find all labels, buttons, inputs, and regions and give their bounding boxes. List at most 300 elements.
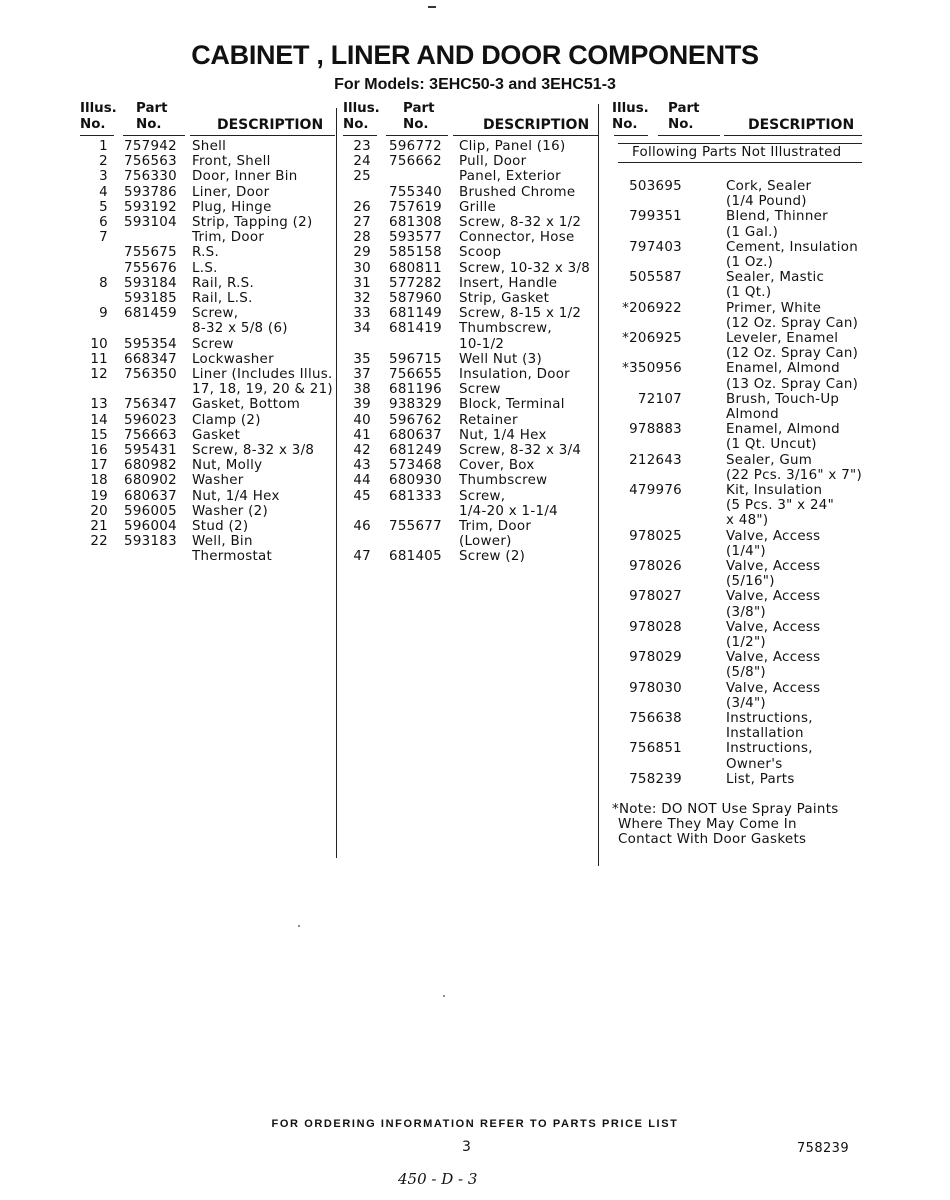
table-row xyxy=(343,428,598,443)
header-rule xyxy=(724,135,862,136)
table-row xyxy=(343,504,598,519)
part-number: 573468 xyxy=(389,458,442,474)
part-number: 593192 xyxy=(124,199,177,215)
illus-number: 12 xyxy=(90,367,108,382)
illus-number: 23 xyxy=(353,139,371,154)
table-row xyxy=(612,240,864,255)
table-row xyxy=(80,321,336,336)
part-number: 596005 xyxy=(124,503,177,519)
part-number: 978030 xyxy=(629,680,682,696)
table-row xyxy=(612,681,864,696)
part-description: Scoop xyxy=(459,245,502,261)
table-row xyxy=(343,306,598,321)
part-number: 978028 xyxy=(629,619,682,635)
table-row xyxy=(612,453,864,468)
illus-number: 37 xyxy=(353,367,371,382)
illus-number: 5 xyxy=(99,199,108,215)
part-description: (1/4 Pound) xyxy=(726,194,807,210)
spray-paint-note: Contact With Door Gaskets xyxy=(618,832,807,848)
illus-number: 2 xyxy=(99,154,108,170)
part-number: 758239 xyxy=(629,771,682,787)
illus-number: 9 xyxy=(99,306,108,322)
table-row xyxy=(612,544,864,559)
part-description: x 48") xyxy=(726,513,769,529)
part-number: 756330 xyxy=(124,169,177,185)
part-number: 757619 xyxy=(389,199,442,215)
part-header: Part No. xyxy=(136,101,168,132)
part-number: 755677 xyxy=(389,519,442,534)
header-rule xyxy=(190,135,335,136)
part-description: Installation xyxy=(726,726,804,742)
illus-number: 6 xyxy=(99,215,108,230)
part-number: 593185 xyxy=(124,291,177,306)
part-description: (12 Oz. Spray Can) xyxy=(726,346,859,362)
table-row xyxy=(612,605,864,620)
description-header: DESCRIPTION xyxy=(217,117,324,133)
part-number: 72107 xyxy=(637,391,682,407)
part-description: Instructions, xyxy=(726,741,813,757)
header-rule xyxy=(386,135,448,136)
part-number: 680982 xyxy=(124,458,177,474)
table-row xyxy=(612,711,864,726)
table-row xyxy=(80,352,336,367)
table-row xyxy=(343,169,598,184)
part-description: Panel, Exterior xyxy=(459,169,561,185)
table-row xyxy=(80,443,336,458)
part-description: Trim, Door xyxy=(459,519,532,534)
table-row xyxy=(612,498,864,513)
part-description: (1/4") xyxy=(726,543,766,559)
table-row xyxy=(612,529,864,544)
table-row xyxy=(343,352,598,367)
table-row xyxy=(612,620,864,635)
part-description: Retainer xyxy=(459,412,518,428)
part-description: Owner's xyxy=(726,756,783,772)
table-row xyxy=(343,519,598,534)
illus-number: 35 xyxy=(353,351,371,367)
part-description: Front, Shell xyxy=(192,154,271,170)
table-row xyxy=(612,285,864,300)
illus-number: 45 xyxy=(353,488,371,504)
part-description: (5/8") xyxy=(726,665,766,681)
part-description: Valve, Access xyxy=(726,528,821,544)
part-description: Sealer, Gum xyxy=(726,452,813,468)
scan-speck xyxy=(298,925,300,927)
table-row xyxy=(612,179,864,194)
table-row xyxy=(343,154,598,169)
part-description: (5 Pcs. 3" x 24" xyxy=(726,498,835,514)
part-description: Well Nut (3) xyxy=(459,351,542,367)
part-number: 595354 xyxy=(124,336,177,352)
page-subtitle: For Models: 3EHC50-3 and 3EHC51-3 xyxy=(334,76,616,93)
table-row xyxy=(80,154,336,169)
illus-number: 10 xyxy=(90,336,108,352)
not-illustrated-rule xyxy=(618,162,862,163)
part-description: (22 Pcs. 3/16" x 7") xyxy=(726,467,863,483)
part-number: 756663 xyxy=(124,427,177,443)
part-description: Insert, Handle xyxy=(459,275,558,291)
part-description: Nut, 1/4 Hex xyxy=(459,427,547,443)
table-row xyxy=(343,443,598,458)
table-row xyxy=(612,437,864,452)
table-row xyxy=(80,549,336,564)
table-row xyxy=(80,473,336,488)
part-description: Valve, Access xyxy=(726,589,821,605)
table-row xyxy=(343,185,598,200)
part-description: Screw, 10-32 x 3/8 xyxy=(459,260,591,276)
part-description: (1 Gal.) xyxy=(726,224,779,240)
part-description: Cork, Sealer xyxy=(726,179,812,194)
part-description: 17, 18, 19, 20 & 21) xyxy=(192,382,333,398)
header-rule xyxy=(614,135,648,136)
document-number: 758239 xyxy=(797,1141,850,1156)
part-description: (Lower) xyxy=(459,534,512,550)
illus-number: 26 xyxy=(353,199,371,215)
part-number: 797403 xyxy=(629,239,682,255)
illus-number: 21 xyxy=(90,519,108,534)
table-row xyxy=(612,589,864,604)
part-description: Insulation, Door xyxy=(459,367,570,382)
table-row xyxy=(612,209,864,224)
part-description: Screw, 8-32 x 1/2 xyxy=(459,215,582,230)
table-row xyxy=(612,650,864,665)
table-row xyxy=(80,169,336,184)
part-number: 938329 xyxy=(389,397,442,413)
illus-number: 18 xyxy=(90,473,108,489)
table-row xyxy=(80,261,336,276)
part-description: (3/8") xyxy=(726,604,766,620)
scan-mark xyxy=(428,6,436,8)
part-description: Stud (2) xyxy=(192,519,249,534)
table-row xyxy=(343,382,598,397)
part-description: Sealer, Mastic xyxy=(726,270,825,286)
part-description: Connector, Hose xyxy=(459,230,575,246)
table-row xyxy=(612,772,864,787)
part-number: 587960 xyxy=(389,291,442,306)
table-row xyxy=(80,504,336,519)
part-description: Valve, Access xyxy=(726,650,821,666)
part-number: 756563 xyxy=(124,154,177,170)
part-number: 681308 xyxy=(389,215,442,230)
illus-number: 25 xyxy=(353,169,371,185)
part-description: (12 Oz. Spray Can) xyxy=(726,315,859,331)
table-row xyxy=(80,382,336,397)
part-number: 978029 xyxy=(629,650,682,666)
part-description: Screw, xyxy=(192,306,239,322)
table-row xyxy=(343,473,598,488)
part-description: Kit, Insulation xyxy=(726,483,823,498)
part-number: *206925 xyxy=(622,331,682,346)
part-description: Strip, Tapping (2) xyxy=(192,215,313,230)
illus-number: 32 xyxy=(353,291,371,306)
part-description: (1 Qt. Uncut) xyxy=(726,437,817,453)
part-description: 10-1/2 xyxy=(459,336,505,352)
table-row xyxy=(612,757,864,772)
part-description: L.S. xyxy=(192,260,218,276)
part-number: 212643 xyxy=(629,452,682,468)
part-number: 755676 xyxy=(124,260,177,276)
illus-number: 47 xyxy=(353,549,371,565)
part-number: 755340 xyxy=(389,184,442,200)
table-row xyxy=(612,331,864,346)
header-rule xyxy=(343,135,377,136)
part-description: Almond xyxy=(726,407,779,422)
part-description: Grille xyxy=(459,199,497,215)
table-row xyxy=(80,185,336,200)
illus-number: 7 xyxy=(99,230,108,246)
illus-number: 39 xyxy=(353,397,371,413)
part-description: Liner, Door xyxy=(192,184,270,200)
part-number: 593104 xyxy=(124,215,177,230)
table-row xyxy=(612,665,864,680)
part-number: 756662 xyxy=(389,154,442,170)
table-row xyxy=(612,392,864,407)
part-number: 596023 xyxy=(124,412,177,428)
illus-number: 42 xyxy=(353,443,371,458)
table-row xyxy=(343,261,598,276)
illus-number: 38 xyxy=(353,382,371,398)
part-number: *206922 xyxy=(622,300,682,316)
part-description: Screw xyxy=(459,382,501,398)
part-number: 593786 xyxy=(124,184,177,200)
table-row xyxy=(80,337,336,352)
part-description: Cement, Insulation xyxy=(726,239,858,255)
part-description: (5/16") xyxy=(726,574,775,590)
scan-speck xyxy=(443,995,445,997)
table-row xyxy=(343,139,598,154)
part-number: 680902 xyxy=(124,473,177,489)
table-row xyxy=(80,413,336,428)
table-row xyxy=(612,726,864,741)
part-description: Screw (2) xyxy=(459,549,526,565)
header-rule xyxy=(123,135,185,136)
column-divider xyxy=(336,108,337,858)
illus-number: 13 xyxy=(90,397,108,413)
part-description: Washer xyxy=(192,473,244,489)
table-row xyxy=(80,489,336,504)
table-row xyxy=(343,321,598,336)
table-row xyxy=(612,346,864,361)
part-description: Nut, 1/4 Hex xyxy=(192,488,280,504)
part-description: (1/2") xyxy=(726,635,766,650)
table-row xyxy=(80,139,336,154)
not-illustrated-heading: Following Parts Not Illustrated xyxy=(632,145,842,160)
illus-number: 31 xyxy=(353,275,371,291)
table-row xyxy=(343,230,598,245)
part-description: Clamp (2) xyxy=(192,412,261,428)
part-description: Screw, 8-32 x 3/4 xyxy=(459,443,582,458)
illus-number: 33 xyxy=(353,306,371,322)
table-row xyxy=(343,291,598,306)
table-row xyxy=(80,428,336,443)
description-header: DESCRIPTION xyxy=(748,117,855,133)
page-number: 3 xyxy=(462,1139,471,1155)
table-row xyxy=(80,458,336,473)
table-row xyxy=(80,397,336,412)
header-rule xyxy=(658,135,720,136)
part-description: Strip, Gasket xyxy=(459,291,550,306)
table-row xyxy=(612,513,864,528)
table-row xyxy=(80,367,336,382)
illus-number: 40 xyxy=(353,412,371,428)
part-description: Screw, 8-15 x 1/2 xyxy=(459,306,582,322)
part-description: (3/4") xyxy=(726,695,766,711)
part-description: Valve, Access xyxy=(726,619,821,635)
part-header: Part No. xyxy=(668,101,700,132)
part-number: 756655 xyxy=(389,367,442,382)
part-number: 596772 xyxy=(389,139,442,154)
table-row xyxy=(612,301,864,316)
part-description: Liner (Includes Illus. xyxy=(192,367,333,382)
table-row xyxy=(612,361,864,376)
part-number: 681196 xyxy=(389,382,442,398)
ordering-info-footer: FOR ORDERING INFORMATION REFER TO PARTS PRICE LIST xyxy=(271,1118,679,1130)
table-row xyxy=(343,276,598,291)
illus-number: 44 xyxy=(353,473,371,489)
table-row xyxy=(612,559,864,574)
part-description: Gasket, Bottom xyxy=(192,397,301,413)
part-number: 681249 xyxy=(389,443,442,458)
part-description: (13 Oz. Spray Can) xyxy=(726,376,859,392)
table-row xyxy=(343,534,598,549)
part-description: Block, Terminal xyxy=(459,397,565,413)
illus-number: 15 xyxy=(90,427,108,443)
header-rule xyxy=(80,135,114,136)
part-number: 668347 xyxy=(124,351,177,367)
table-row xyxy=(612,422,864,437)
part-number: 978883 xyxy=(629,422,682,438)
part-description: Primer, White xyxy=(726,300,822,316)
table-row xyxy=(612,741,864,756)
table-row xyxy=(80,291,336,306)
part-number: 681333 xyxy=(389,488,442,504)
part-description: Thumbscrew xyxy=(459,473,548,489)
illus-number: 8 xyxy=(99,275,108,291)
part-number: 757942 xyxy=(124,139,177,154)
illus-number: 17 xyxy=(90,458,108,474)
illus-header: Illus. No. xyxy=(80,101,117,132)
part-description: 8-32 x 5/8 (6) xyxy=(192,321,288,337)
table-row xyxy=(612,468,864,483)
illus-number: 30 xyxy=(353,260,371,276)
part-number: 978026 xyxy=(629,559,682,574)
part-number: 596004 xyxy=(124,519,177,534)
table-row xyxy=(80,276,336,291)
part-number: 596762 xyxy=(389,412,442,428)
table-row xyxy=(612,194,864,209)
table-row xyxy=(80,306,336,321)
part-number: 681459 xyxy=(124,306,177,322)
column-divider xyxy=(598,104,599,866)
illus-number: 16 xyxy=(90,443,108,458)
part-number: 593577 xyxy=(389,230,442,246)
header-rule xyxy=(453,135,598,136)
part-description: 1/4-20 x 1-1/4 xyxy=(459,503,558,519)
part-number: 799351 xyxy=(629,209,682,225)
part-number: 681405 xyxy=(389,549,442,565)
table-row xyxy=(80,534,336,549)
table-row xyxy=(343,215,598,230)
illus-header: Illus. No. xyxy=(343,101,380,132)
part-number: 681149 xyxy=(389,306,442,322)
illus-number: 22 xyxy=(90,534,108,550)
part-description: Brushed Chrome xyxy=(459,184,576,200)
part-description: Screw, xyxy=(459,488,506,504)
part-number: 680637 xyxy=(389,427,442,443)
table-row xyxy=(343,549,598,564)
part-description: Valve, Access xyxy=(726,559,821,574)
part-description: Instructions, xyxy=(726,711,813,726)
not-illustrated-rule xyxy=(618,143,862,144)
table-row xyxy=(612,255,864,270)
table-row xyxy=(343,489,598,504)
part-description: Leveler, Enamel xyxy=(726,331,839,346)
part-description: Nut, Molly xyxy=(192,458,263,474)
handwritten-note: 450 - D - 3 xyxy=(398,1170,478,1188)
part-description: Rail, R.S. xyxy=(192,275,255,291)
illus-number: 1 xyxy=(99,139,108,154)
part-description: Thumbscrew, xyxy=(459,321,552,337)
illus-header: Illus. No. xyxy=(612,101,649,132)
table-row xyxy=(343,200,598,215)
table-row xyxy=(612,574,864,589)
part-description: (1 Oz.) xyxy=(726,255,774,270)
spray-paint-note: Where They May Come In xyxy=(618,817,797,833)
part-description: Brush, Touch-Up xyxy=(726,391,840,407)
part-number: 503695 xyxy=(629,179,682,194)
part-number: 680930 xyxy=(389,473,442,489)
table-row xyxy=(343,397,598,412)
part-number: 756638 xyxy=(629,711,682,726)
part-number: 978027 xyxy=(629,589,682,605)
part-description: Thermostat xyxy=(192,549,273,565)
part-description: Cover, Box xyxy=(459,458,535,474)
table-row xyxy=(612,316,864,331)
part-description: Gasket xyxy=(192,427,241,443)
part-description: List, Parts xyxy=(726,771,795,787)
part-number: 978025 xyxy=(629,528,682,544)
part-number: 505587 xyxy=(629,270,682,286)
illus-number: 41 xyxy=(353,427,371,443)
part-description: Enamel, Almond xyxy=(726,361,840,377)
part-description: Pull, Door xyxy=(459,154,527,170)
part-description: Clip, Panel (16) xyxy=(459,139,566,154)
part-number: 681419 xyxy=(389,321,442,337)
part-description: Valve, Access xyxy=(726,680,821,696)
illus-number: 11 xyxy=(90,351,108,367)
illus-number: 29 xyxy=(353,245,371,261)
illus-number: 4 xyxy=(99,184,108,200)
part-description: Well, Bin xyxy=(192,534,253,550)
illus-number: 43 xyxy=(353,458,371,474)
part-description: (1 Qt.) xyxy=(726,285,772,301)
part-number: 577282 xyxy=(389,275,442,291)
table-row xyxy=(343,458,598,473)
table-row xyxy=(612,483,864,498)
part-number: 479976 xyxy=(629,483,682,498)
part-number: 680811 xyxy=(389,260,442,276)
part-description: Blend, Thinner xyxy=(726,209,828,225)
table-row xyxy=(612,635,864,650)
table-row xyxy=(343,413,598,428)
table-row xyxy=(80,519,336,534)
table-row xyxy=(80,230,336,245)
table-row xyxy=(612,407,864,422)
table-row xyxy=(80,215,336,230)
page-title: CABINET , LINER AND DOOR COMPONENTS xyxy=(191,40,759,70)
part-description: R.S. xyxy=(192,245,220,261)
part-number: 756347 xyxy=(124,397,177,413)
